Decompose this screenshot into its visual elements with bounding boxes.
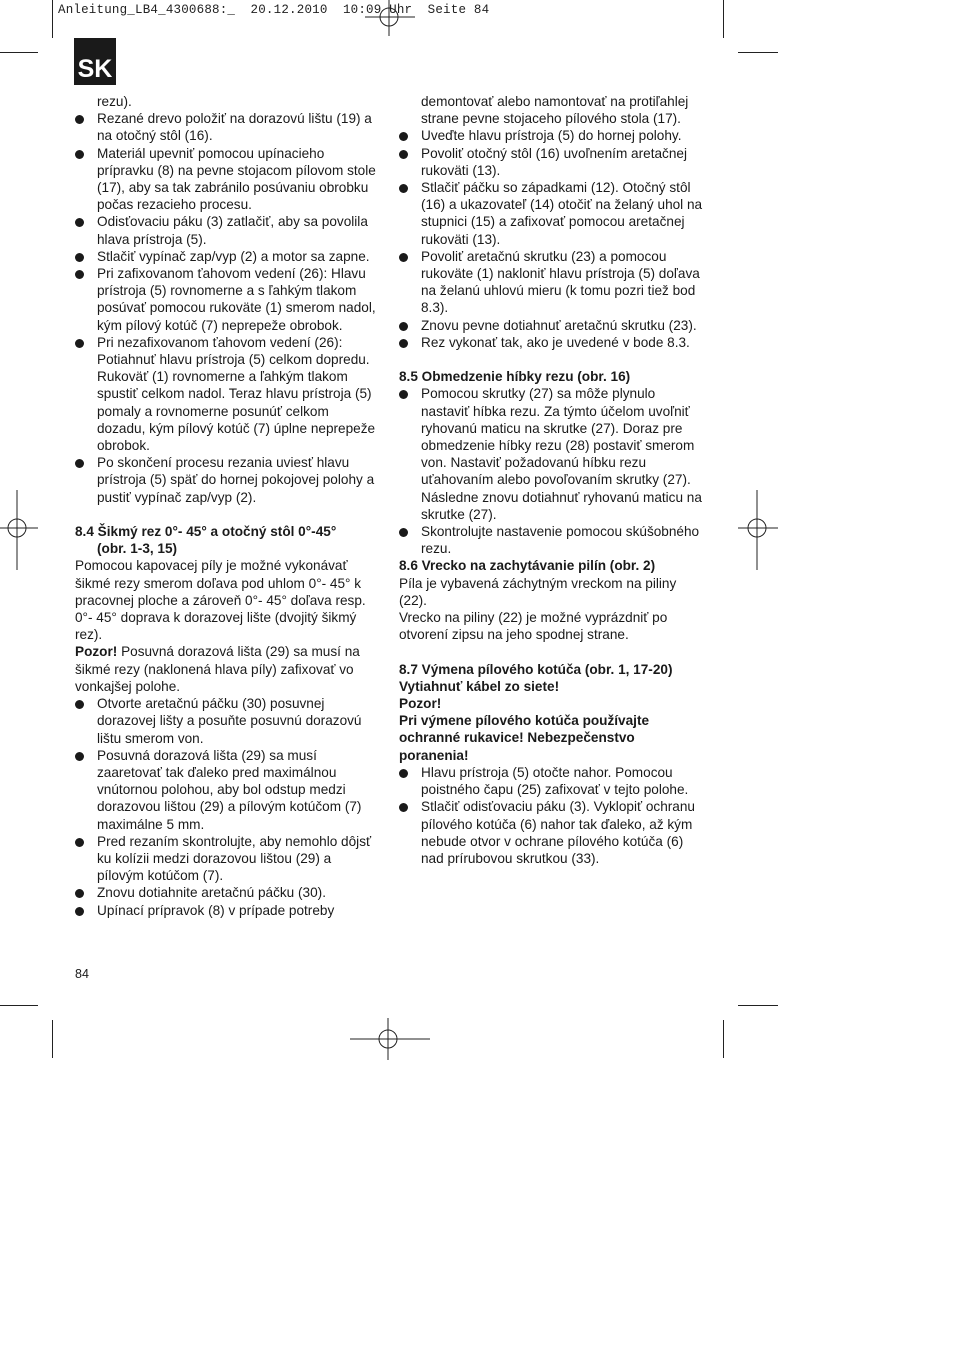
- warning-paragraph: Pozor! Posuvná dorazová lišta (29) sa musí na šikmé rezy (naklonená hlava píly) zafixovať vo vonkajšej polohe.: [75, 644, 360, 694]
- list-item: Skontrolujte nastavenie pomocou skúšobného rezu.: [399, 523, 705, 557]
- paragraph: Píla je vybavená záchytným vreckom na piliny (22).: [399, 575, 677, 608]
- section-heading-8-7: 8.7 Výmena pílového kotúča (obr. 1, 17-20): [399, 661, 673, 677]
- crop-mark: [738, 1005, 778, 1006]
- warning-text: Vytiahnuť kábel zo siete!: [399, 678, 560, 694]
- crop-mark: [0, 52, 38, 53]
- list-item: Povoliť otočný stôl (16) uvoľnením aretačnej rukoväti (13).: [399, 145, 705, 179]
- list-item: Hlavu prístroja (5) otočte nahor. Pomocou poistného čapu (25) zafixovať v tejto polohe.: [399, 764, 705, 798]
- bullet-icon: [75, 150, 84, 159]
- list-item: Pri nezafixovanom ťahovom vedení (26): Potiahnuť hlavu prístroja (5) celkom dopredu. Rukoväť (1) rovnomerne a ľahkým tlakom spustiť celkom nadol. Teraz hlavu prístroja (5) pomaly a rovnomerne posunúť celkom dozadu, kým pílový kotúč (7) úplne nepreреže obrobok.: [75, 334, 380, 454]
- bullet-icon: [75, 459, 84, 468]
- list-item: Stlačiť odisťovaciu páku (3). Vyklopiť ochranu pílového kotúča (6) nahor tak ďaleko, až kým nebude otvor v ochrane pílového kotúča (6) nad prírubovou skrutkou (33).: [399, 798, 705, 867]
- right-column: [399, 93, 705, 867]
- list-item: Znovu pevne dotiahnuť aretačnú skrutku (23).: [399, 317, 705, 334]
- list-item: Povoliť aretačnú skrutku (23) a pomocou rukoväte (1) nakloniť hlavu prístroja (5) doľava na želanú uhlovú mieru (k tomu pozri tiež bod 8.3).: [399, 248, 705, 317]
- list-item: Stlačiť vypínač zap/vyp (2) a motor sa zapne.: [75, 248, 380, 265]
- bullet-icon: [75, 752, 84, 761]
- list-item: Rez vykonať tak, ako je uvedené v bode 8.3.: [399, 334, 705, 351]
- list-item: Posuvná dorazová lišta (29) sa musí zaaretovať tak ďaleko pred maximálnou vnútornou polohou, aby bol odstup medzi dorazovou lištou (29) a pílovým kotúčom (7) maximálne 5 mm.: [75, 747, 380, 833]
- bullet-icon: [399, 253, 408, 262]
- page-number: 84: [75, 967, 89, 981]
- list-item: Stlačiť páčku so západkami (12). Otočný stôl (16) a ukazovateľ (14) otočiť na želaný uhol na stupnici (15) a zafixovať pomocou aretačnej rukoväti (13).: [399, 179, 705, 248]
- section-heading-8-4: 8.4 Šikmý rez 0°- 45° a otočný stôl 0°-45°: [75, 524, 337, 540]
- registration-mark-left: [0, 490, 38, 570]
- list-item: Po skončení procesu rezania uviesť hlavu prístroja (5) späť do hornej pokojovej polohy a pustiť vypínač zap/vyp (2).: [75, 454, 380, 506]
- bullet-icon: [75, 218, 84, 227]
- bullet-icon: [75, 838, 84, 847]
- list-item: Pomocou skrutky (27) sa môže plynulo nastaviť híbka rezu. Za týmto účelom uvoľniť ryhovanú maticu na skrutke (27). Doraz pre obmedzenie híbky rezu (28) postaviť smerom von. Nastaviť požadovanú híbku rezu uťahovaním alebo povoľovaním skrutky (27). Následne znovu dotiahnuť ryhovanú maticu na skrutke (27).: [399, 385, 705, 523]
- list-item: Materiál upevniť pomocou upínacieho prípravku (8) na pevne stojacom pílovom stole (17), aby sa tak zabránilo posúvaniu obrobku počas rezacieho procesu.: [75, 145, 380, 214]
- warning-text: Pri výmene pílového kotúča používajte ochranné rukavice! Nebezpečenstvo poranenia!: [399, 713, 650, 763]
- paragraph: Vrecko na piliny (22) je možné vyprázdniť po otvorení zipsu na jeho spodnej strane.: [399, 610, 668, 643]
- bullet-list: [399, 385, 705, 557]
- section-heading-8-4-sub: (obr. 1-3, 15): [97, 541, 178, 557]
- registration-mark-top: [365, 0, 415, 36]
- bullet-icon: [75, 253, 84, 262]
- print-header: Anleitung_LB4_4300688:_ 20.12.2010 10:09 Uhr Seite 84: [58, 3, 490, 17]
- crop-mark: [0, 1005, 38, 1006]
- list-item: Znovu dotiahnite aretačnú páčku (30).: [75, 884, 380, 901]
- list-item: Rezané drevo položiť na dorazovú lištu (19) a na otočný stôl (16).: [75, 110, 380, 144]
- bullet-list: [75, 695, 380, 919]
- bullet-icon: [399, 769, 408, 778]
- crop-mark: [52, 0, 53, 38]
- bullet-icon: [399, 339, 408, 348]
- bullet-icon: [75, 907, 84, 916]
- crop-mark: [723, 0, 724, 38]
- bullet-icon: [399, 132, 408, 141]
- bullet-icon: [399, 803, 408, 812]
- list-item: Upínací prípravok (8) v prípade potreby: [75, 902, 380, 919]
- bullet-icon: [399, 390, 408, 399]
- list-item: Otvorte aretačnú páčku (30) posuvnej dorazovej lišty a posuňte posuvnú dorazovú lištu smerom von.: [75, 695, 380, 747]
- list-item: Pri zafixovanom ťahovom vedení (26): Hlavu prístroja (5) rovnomerne a s ľahkým tlakom posúvať pomocou rukoväte (1) smerom nadol, kým pílový kotúč (7) nepreреže obrobok.: [75, 265, 380, 334]
- bullet-icon: [75, 115, 84, 124]
- section-heading-8-6: 8.6 Vrecko na zachytávanie pilín (obr. 2): [399, 558, 656, 574]
- bullet-icon: [75, 700, 84, 709]
- continued-text: demontovať alebo namontovať na protiľahlej strane pevne stojaceho pílového stola (17).: [421, 94, 689, 127]
- bullet-icon: [75, 889, 84, 898]
- paragraph: Pomocou kapovacej píly je možné vykonávať šikmé rezy smerom doľava pod uhlom 0°- 45° k pracovnej ploche a zároveň 0°- 45° doľava resp. 0°- 45° doprava k dorazovej lište (dvojitý šikmý rez).: [75, 558, 366, 643]
- bullet-list: [75, 110, 380, 506]
- registration-mark-bottom: [350, 1018, 430, 1060]
- bullet-icon: [399, 150, 408, 159]
- bullet-icon: [75, 270, 84, 279]
- list-item: Odisťovaciu páku (3) zatlačiť, aby sa povolila hlava prístroja (5).: [75, 213, 380, 247]
- list-item: Pred rezaním skontrolujte, aby nemohlo dôjsť ku kolízii medzi dorazovou lištou (29) a pílovým kotúčom (7).: [75, 833, 380, 885]
- bullet-list: [399, 127, 705, 351]
- bullet-icon: [399, 322, 408, 331]
- bullet-icon: [399, 528, 408, 537]
- section-heading-8-5: 8.5 Obmedzenie híbky rezu (obr. 16): [399, 369, 631, 385]
- registration-mark-right: [738, 490, 778, 570]
- bullet-icon: [399, 184, 408, 193]
- crop-mark: [738, 52, 778, 53]
- warning-label: Pozor!: [399, 696, 442, 712]
- language-badge: SK: [74, 38, 116, 85]
- bullet-list: [399, 764, 705, 867]
- left-column: [75, 93, 380, 919]
- crop-mark: [52, 1020, 53, 1058]
- crop-mark: [723, 1020, 724, 1058]
- continued-text: rezu).: [97, 94, 132, 109]
- list-item: Uveďte hlavu prístroja (5) do hornej polohy.: [399, 127, 705, 144]
- warning-label: Pozor!: [75, 644, 118, 660]
- bullet-icon: [75, 339, 84, 348]
